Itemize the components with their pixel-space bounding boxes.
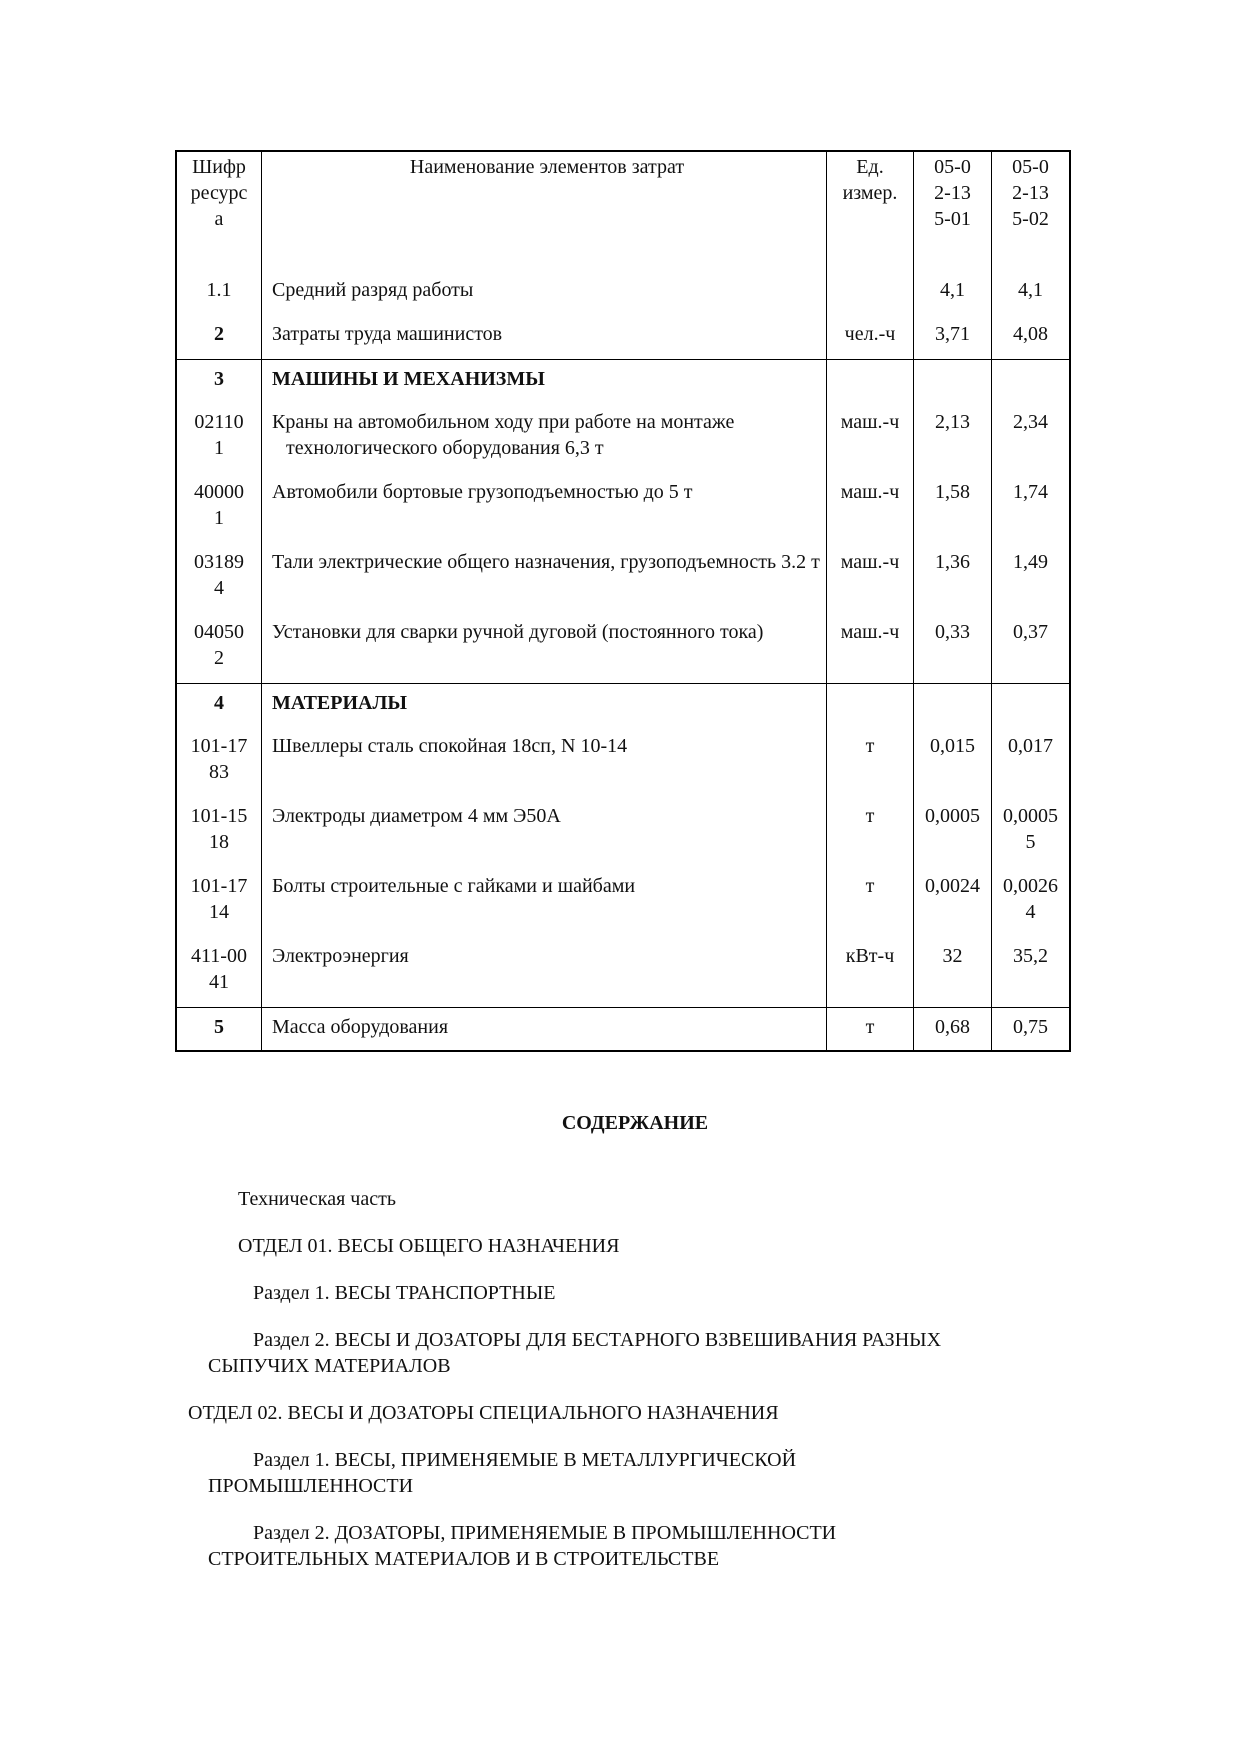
cell-value-1: [914, 473, 992, 543]
table-row: [176, 271, 1070, 315]
cell-code-text: 4: [214, 691, 224, 714]
cell-unit-text: т: [865, 735, 875, 757]
cell-value-1-text: 1,36: [935, 551, 970, 573]
cell-unit: [827, 315, 914, 359]
cell-unit: [827, 727, 914, 797]
cell-value-1-text: 0,33: [935, 621, 970, 643]
cell-value-2: [992, 315, 1071, 359]
cell-value-1: [914, 867, 992, 937]
cell-unit: [827, 359, 914, 403]
cell-value-1-text: 3,71: [935, 323, 970, 345]
cell-unit: [827, 797, 914, 867]
cell-value-2: [992, 613, 1071, 683]
cell-unit: [827, 543, 914, 613]
cell-code-text: 411-0041: [191, 945, 247, 993]
cell-value-2: [992, 271, 1071, 315]
cell-name: [262, 1007, 827, 1051]
cell-unit: [827, 683, 914, 727]
cell-unit-text: кВт-ч: [845, 945, 895, 967]
toc-line-section-02: ОТДЕЛ 02. ВЕСЫ И ДОЗАТОРЫ СПЕЦИАЛЬНОГО НАЗНАЧЕНИЯ: [188, 1402, 779, 1424]
cell-value-2-text: 0,37: [1013, 621, 1048, 643]
cell-name: [262, 473, 827, 543]
cell-code-text: 400001: [194, 481, 244, 529]
header-col-2-text: 05-02-135-02: [1012, 156, 1049, 230]
cell-value-2: [992, 403, 1071, 473]
cell-name: [262, 727, 827, 797]
header-col-1-text: 05-02-135-01: [934, 156, 971, 230]
header-col-1: [914, 151, 992, 271]
cell-value-2-text: 0,00055: [1003, 805, 1058, 853]
header-name: Наименование элементов затрат: [262, 151, 827, 271]
cell-value-2: [992, 359, 1071, 403]
cell-value-2-text: 0,75: [1013, 1015, 1048, 1038]
toc-title: СОДЕРЖАНИЕ: [561, 1112, 709, 1134]
cell-unit: [827, 473, 914, 543]
cell-code-text: 101-1714: [190, 875, 248, 923]
toc-line-02-part-1: Раздел 1. ВЕСЫ, ПРИМЕНЯЕМЫЕ В МЕТАЛЛУРГИЧЕСКОЙ: [253, 1449, 797, 1471]
cell-code: [176, 727, 262, 797]
cell-unit: [827, 1007, 914, 1051]
cell-name: [262, 271, 827, 315]
cell-unit-text: чел.-ч: [844, 323, 896, 345]
table-row: [176, 683, 1070, 727]
header-unit-text: Ед. измер.: [842, 156, 898, 204]
cell-name-text: МАТЕРИАЛЫ: [272, 691, 407, 714]
cell-name: [262, 683, 827, 727]
cell-name-text: Установки для сварки ручной дуговой (постоянного тока): [272, 621, 764, 643]
cell-value-1: [914, 543, 992, 613]
cell-name-text: Болты строительные с гайками и шайбами: [272, 875, 636, 897]
cell-code: [176, 271, 262, 315]
cell-value-2-text: 4,08: [1013, 323, 1048, 345]
cell-value-1-text: 0,015: [930, 735, 975, 757]
cell-value-1-text: 0,68: [935, 1015, 970, 1038]
cell-value-1: [914, 683, 992, 727]
cell-value-2: [992, 727, 1071, 797]
cell-code: [176, 359, 262, 403]
cell-code-text: 5: [214, 1015, 224, 1038]
cell-name: [262, 867, 827, 937]
cell-value-1: [914, 359, 992, 403]
header-unit: [827, 151, 914, 271]
toc-line-01-part-2: Раздел 2. ВЕСЫ И ДОЗАТОРЫ ДЛЯ БЕСТАРНОГО ВЗВЕШИВАНИЯ РАЗНЫХ: [253, 1329, 942, 1351]
cell-value-2-text: 35,2: [1013, 945, 1048, 967]
cell-value-1-text: 0,0024: [925, 875, 980, 897]
cell-name-text: Краны на автомобильном ходу при работе на монтаже технологического оборудования 6,3 т: [272, 411, 735, 459]
cell-name-text: Масса оборудования: [272, 1015, 449, 1038]
cell-value-1-text: 4,1: [940, 279, 965, 301]
table-row: [176, 797, 1070, 867]
table-header-row: [176, 151, 1070, 271]
cell-value-1: [914, 315, 992, 359]
cell-name-text: Электроды диаметром 4 мм Э50А: [272, 805, 561, 827]
cell-name: [262, 543, 827, 613]
resource-table: [175, 150, 1071, 1052]
cell-value-1: [914, 727, 992, 797]
cell-unit-text: маш.-ч: [840, 411, 900, 433]
header-code: [176, 151, 262, 271]
cell-code: [176, 543, 262, 613]
cell-code: [176, 403, 262, 473]
header-col-2: [992, 151, 1071, 271]
cell-value-2-text: 1,49: [1013, 551, 1048, 573]
cell-value-2-text: 2,34: [1013, 411, 1048, 433]
cell-name-text: Электроэнергия: [272, 945, 409, 967]
cell-code: [176, 315, 262, 359]
cell-code: [176, 797, 262, 867]
cell-value-1: [914, 797, 992, 867]
cell-value-2: [992, 683, 1071, 727]
cell-code-text: 101-1783: [190, 735, 248, 783]
cell-value-1-text: 32: [942, 945, 963, 967]
cell-name-text: Тали электрические общего назначения, грузоподъемность 3.2 т: [272, 551, 820, 573]
table-row: [176, 1007, 1070, 1051]
cell-code-text: 031894: [194, 551, 244, 599]
table-row: [176, 315, 1070, 359]
toc-line-02-part-1-cont: ПРОМЫШЛЕННОСТИ: [208, 1475, 414, 1497]
toc-line-01-part-2-cont: СЫПУЧИХ МАТЕРИАЛОВ: [208, 1355, 451, 1377]
cell-name: [262, 797, 827, 867]
cell-value-1-text: 2,13: [935, 411, 970, 433]
cell-unit: [827, 613, 914, 683]
cell-value-1: [914, 271, 992, 315]
cell-name-text: МАШИНЫ И МЕХАНИЗМЫ: [272, 367, 545, 390]
cell-unit-text: маш.-ч: [840, 621, 900, 643]
cell-name-text: Автомобили бортовые грузоподъемностью до 5 т: [272, 481, 693, 503]
cell-name: [262, 359, 827, 403]
toc-line-02-part-2: Раздел 2. ДОЗАТОРЫ, ПРИМЕНЯЕМЫЕ В ПРОМЫШЛЕННОСТИ: [253, 1522, 837, 1544]
cell-name: [262, 937, 827, 1007]
table-row: [176, 727, 1070, 797]
cell-value-2: [992, 543, 1071, 613]
table-row: [176, 403, 1070, 473]
cell-code: [176, 1007, 262, 1051]
cell-value-2: [992, 937, 1071, 1007]
cell-code: [176, 937, 262, 1007]
cell-value-2-text: 4,1: [1018, 279, 1043, 301]
toc-line-technical: Техническая часть: [238, 1188, 396, 1210]
cell-name: [262, 315, 827, 359]
cell-value-2-text: 0,017: [1008, 735, 1053, 757]
cell-unit-text: т: [865, 805, 875, 827]
cell-code: [176, 473, 262, 543]
cell-code-text: 2: [214, 323, 224, 345]
cell-code: [176, 867, 262, 937]
cell-code-text: 101-1518: [190, 805, 248, 853]
cell-value-1-text: 1,58: [935, 481, 970, 503]
table-row: [176, 613, 1070, 683]
cell-unit-text: т: [865, 875, 875, 897]
cell-name: [262, 613, 827, 683]
cell-code: [176, 613, 262, 683]
cell-name-text: Швеллеры сталь спокойная 18сп, N 10-14: [272, 735, 628, 757]
table-row: [176, 543, 1070, 613]
cell-value-2-text: 0,00264: [1003, 875, 1058, 923]
cell-code-text: 040502: [194, 621, 244, 669]
cell-value-2: [992, 867, 1071, 937]
cell-unit: [827, 937, 914, 1007]
cell-name: [262, 403, 827, 473]
cell-value-1: [914, 1007, 992, 1051]
cell-value-2: [992, 797, 1071, 867]
cell-value-1: [914, 403, 992, 473]
toc-line-section-01: ОТДЕЛ 01. ВЕСЫ ОБЩЕГО НАЗНАЧЕНИЯ: [238, 1235, 620, 1257]
cell-unit-text: маш.-ч: [840, 551, 900, 573]
cell-value-2: [992, 473, 1071, 543]
cell-code-text: 021101: [194, 411, 244, 459]
toc-line-02-part-2-cont: СТРОИТЕЛЬНЫХ МАТЕРИАЛОВ И В СТРОИТЕЛЬСТВЕ: [208, 1548, 720, 1570]
cell-name-text: Средний разряд работы: [272, 279, 474, 301]
table-row: [176, 937, 1070, 1007]
table-row: [176, 473, 1070, 543]
cell-code-text: 1.1: [206, 279, 232, 301]
cell-value-1: [914, 613, 992, 683]
cell-name-text: Затраты труда машинистов: [272, 323, 503, 345]
cell-unit-text: т: [865, 1015, 875, 1038]
cell-code-text: 3: [214, 367, 224, 390]
table-row: [176, 867, 1070, 937]
cell-value-1: [914, 937, 992, 1007]
cell-code: [176, 683, 262, 727]
table-row: [176, 359, 1070, 403]
header-code-text: Шифр ресурса: [190, 156, 248, 230]
cell-value-2-text: 1,74: [1013, 481, 1048, 503]
cell-unit: [827, 271, 914, 315]
cell-value-2: [992, 1007, 1071, 1051]
cell-value-1-text: 0,0005: [925, 805, 980, 827]
toc-line-01-part-1: Раздел 1. ВЕСЫ ТРАНСПОРТНЫЕ: [253, 1282, 556, 1304]
cell-unit-text: маш.-ч: [840, 481, 900, 503]
cell-unit: [827, 867, 914, 937]
cell-unit: [827, 403, 914, 473]
